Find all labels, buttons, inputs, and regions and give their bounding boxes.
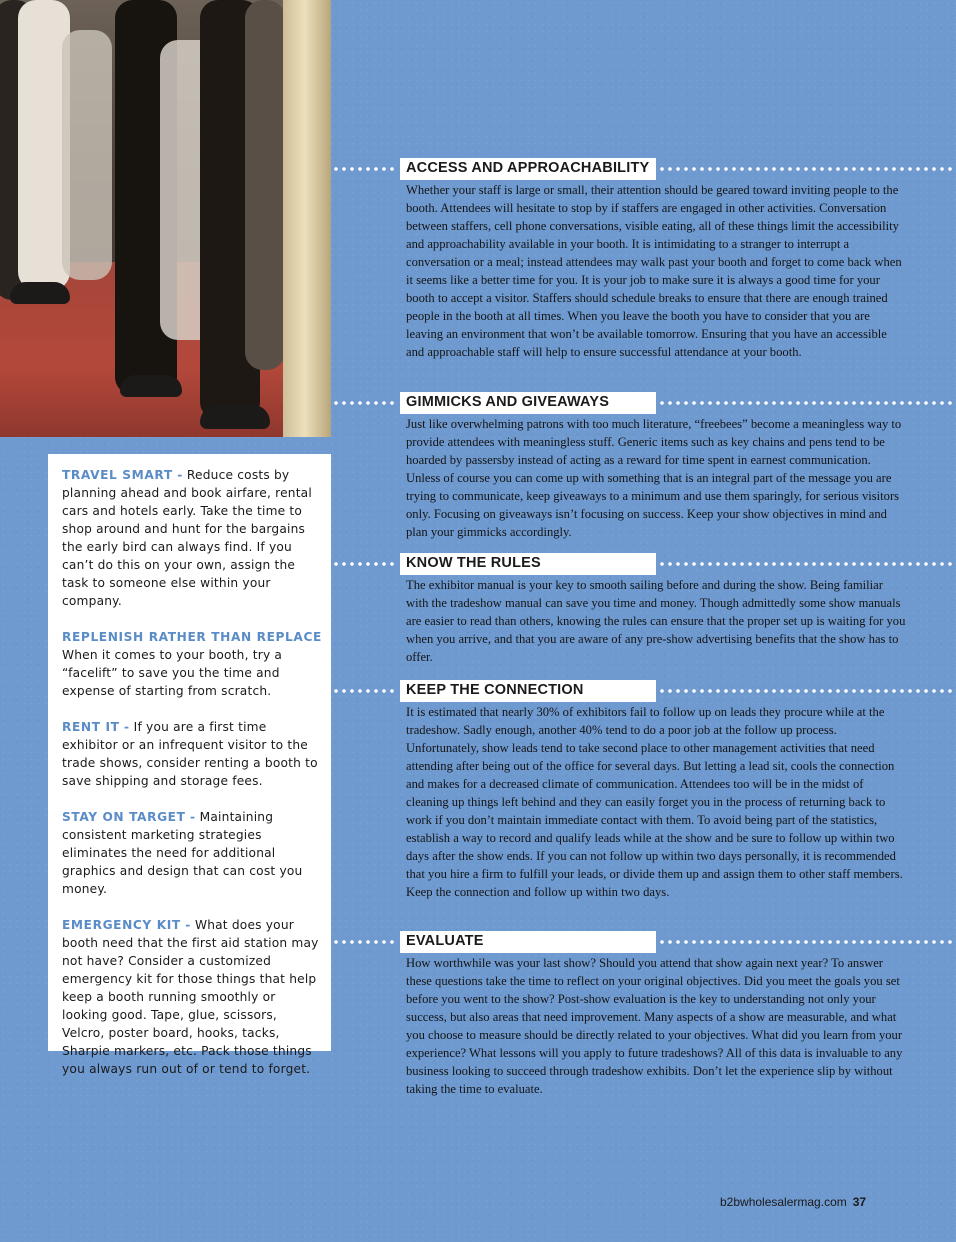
- dotted-rule: [332, 940, 398, 944]
- section-body: How worthwhile was your last show? Should you attend that show again next year? To answer these questions take the time to reflect on your original objectives. Did you meet the goals you set before you went to the show? Post-show evaluation is the key to understanding not only your success, but also areas that need improvement. Many aspects of a show are measurable, and what you choose to measure should be directly related to your objectives. What did you learn from your experience? What lessons will you apply to future tradeshows? All of this data is invaluable to any business looking to succeed through tradeshow exhibits. Don’t let the experience slip by without taking the time to evaluate.: [406, 956, 903, 1096]
- section-heading: KEEP THE CONNECTION: [400, 680, 656, 702]
- dotted-rule: [332, 562, 398, 566]
- section-evaluate: [332, 931, 956, 1098]
- tip-separator: -: [172, 468, 187, 482]
- tips-sidebar: [48, 454, 331, 1076]
- section-heading: EVALUATE: [400, 931, 656, 953]
- tip-title: TRAVEL SMART: [62, 468, 173, 482]
- tip-replenish: [62, 628, 323, 700]
- tip-rent-it: [62, 718, 323, 790]
- section-body: It is estimated that nearly 30% of exhibitors fail to follow up on leads they procure while at the tradeshow. Sadly enough, another 40% tend to do a poor job at the follow up process. Unfortunately, show leads tend to take second place to other management activities that need attending after being out of the office for several days. But letting a lead sit, cools the connection and makes for a decreased climate of communication. Attendees too will be in the midst of cleaning up things left behind and they can easily forget you in the process of returning back to work if you don’t maintain immediate contact with them. To avoid being part of the statistics, establish a way to record and qualify leads while at the show and be sure to follow up within two days after the show ends. If you can not follow up within two days personally, it is recommended that you hire a firm to fulfill your leads, or divide them up and assign them to other staff members. Keep the connection and follow up within two days.: [406, 705, 903, 899]
- dotted-rule: [332, 401, 398, 405]
- dotted-rule: [658, 401, 956, 405]
- section-heading: KNOW THE RULES: [400, 553, 656, 575]
- tip-text: What does your booth need that the first aid station may not have? Consider a customized emergency kit for those things that help keep a booth running smoothly or looking good. Tape, glue, scissors, Velcro, poster board, hooks, tacks, Sharpie markers, etc. Pack those things you always run out of or tend to forget.: [62, 918, 319, 1076]
- tip-separator: -: [180, 918, 195, 932]
- leg-shape: [62, 30, 112, 280]
- dotted-rule: [658, 562, 956, 566]
- section-heading: ACCESS AND APPROACHABILITY: [400, 158, 656, 180]
- page-footer: [720, 1195, 866, 1209]
- section-header: [332, 158, 956, 180]
- section-heading: GIMMICKS AND GIVEAWAYS: [400, 392, 656, 414]
- section-header: [332, 553, 956, 575]
- shoe-shape: [200, 405, 270, 429]
- section-header: [332, 392, 956, 414]
- page-number: 37: [852, 1195, 867, 1209]
- dotted-rule: [658, 940, 956, 944]
- section-body: The exhibitor manual is your key to smooth sailing before and during the show. Being familiar with the tradeshow manual can save you time and money. Though admittedly some show manuals are easier to read than others, knowing the rules can ensure that the proper set up is waiting for you when you arrive, and that you are aware of any pre-show advertising benefits that the show has to offer.: [406, 578, 906, 664]
- tip-title: EMERGENCY KIT: [62, 918, 181, 932]
- dotted-rule: [658, 689, 956, 693]
- section-connection: [332, 680, 956, 901]
- tip-text: If you are a first time exhibitor or an infrequent visitor to the trade shows, consider renting a booth to save shipping and storage fees.: [62, 720, 318, 788]
- beige-column: [283, 0, 331, 437]
- tip-text: Maintaining consistent marketing strategies eliminates the need for additional graphics and design that can cost you money.: [62, 810, 303, 896]
- tip-emergency-kit: [62, 916, 323, 1078]
- dotted-rule: [332, 689, 398, 693]
- footer-site-url: b2bwholesalermag.com: [720, 1195, 847, 1209]
- tip-text: When it comes to your booth, try a “facelift” to save you the time and expense of starting from scratch.: [62, 648, 283, 698]
- section-body: Just like overwhelming patrons with too much literature, “freebees” become a meaningless way to provide attendees with meaningless stuff. Generic items such as key chains and pens tend to be hoarded by passersby instead of acting as a reward for time spent in earnest communication. Unless of course you can come up with something that is an integral part of the message you are trying to communicate, keep giveaways to a minimum and use them sparingly, for serious visitors only. Focusing on giveaways isn’t focusing on success. Keep your show objectives in mind and plan your gimmicks accordingly.: [406, 417, 902, 539]
- tip-text: Reduce costs by planning ahead and book airfare, rental cars and hotels early. Take the time to shop around and hunt for the bargains the early bird can always find. If you can’t do this on your own, assign the task to someone else within your company.: [62, 468, 312, 608]
- section-gimmicks: [332, 392, 956, 541]
- shoe-shape: [10, 282, 70, 304]
- section-rules: [332, 553, 956, 666]
- tradeshow-crowd-photo: [0, 0, 331, 437]
- section-header: [332, 680, 956, 702]
- shoe-shape: [120, 375, 182, 397]
- tip-travel-smart: [62, 466, 323, 610]
- section-header: [332, 931, 956, 953]
- tip-separator: -: [119, 720, 134, 734]
- tip-title: STAY ON TARGET: [62, 810, 186, 824]
- dotted-rule: [332, 167, 398, 171]
- tip-separator: -: [185, 810, 200, 824]
- dotted-rule: [658, 167, 956, 171]
- tip-title: REPLENISH RATHER THAN REPLACE: [62, 630, 322, 644]
- section-access: [332, 158, 956, 361]
- section-body: Whether your staff is large or small, their attention should be geared toward inviting people to the booth. Attendees will hesitate to stop by if staffers are engaged in other activities. Conversation between staffers, cell phone conversations, visible eating, all of these things limit the accessibility and approachability available in your booth. It is intimidating to a stranger to interrupt a conversation or a meal; instead attendees may walk past your booth and forget to come back when it seems like a better time for you. It is your job to make sure it is always a good time for your booth to accept a visitor. Staffers should schedule breaks to ensure that there are enough trained people in the booth at all times. When you leave the booth you have to consider that you are leaving an environment that won’t be available tomorrow. Ensuring that you have an accessible and approachable staff will help to ensure successful attendance at your booth.: [406, 183, 902, 359]
- leg-shape: [245, 0, 285, 370]
- tip-title: RENT IT: [62, 720, 120, 734]
- tip-stay-on-target: [62, 808, 323, 898]
